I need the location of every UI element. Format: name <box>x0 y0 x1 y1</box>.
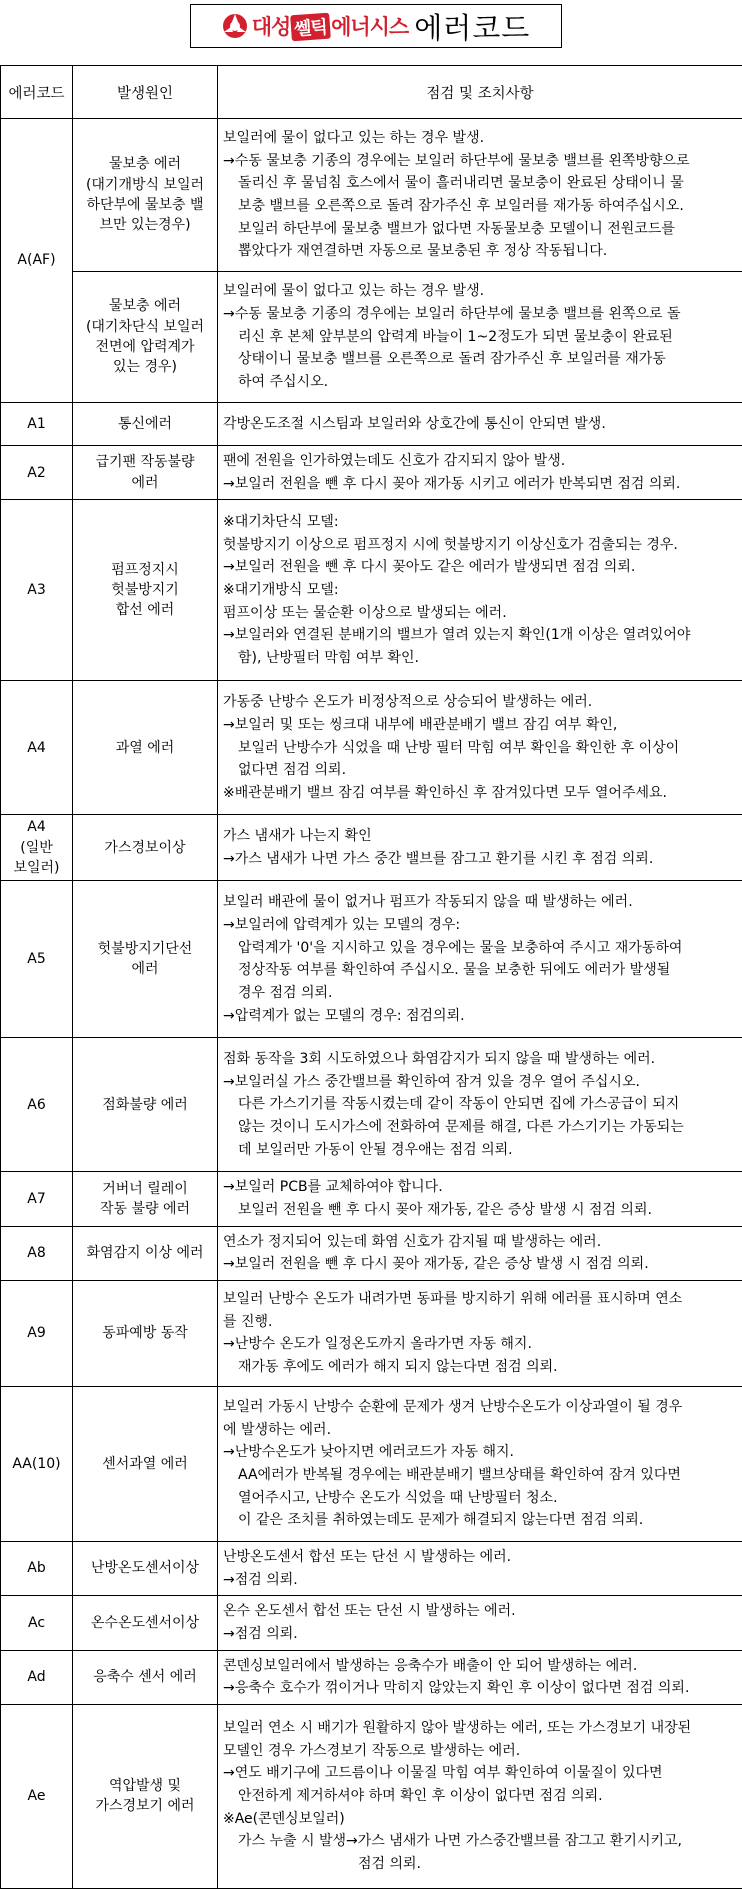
error-code-cell: A5 <box>1 881 73 1038</box>
column-header-code: 에러코드 <box>1 66 73 119</box>
action-text: 점검 의뢰. <box>223 1853 737 1876</box>
cause-cell <box>73 1704 218 1888</box>
action-cell <box>218 1704 742 1888</box>
action-text: 가스 냄새가 나는지 확인 <box>223 825 737 848</box>
action-text: 각방온도조절 시스팀과 보일러와 상호간에 통신이 안되면 발생. <box>223 413 737 436</box>
action-cell <box>218 1172 742 1226</box>
error-code-cell: A8 <box>1 1226 73 1280</box>
error-code-cell: A3 <box>1 500 73 681</box>
action-text: 콘덴싱보일러에서 발생하는 응축수가 배출이 안 되어 발생하는 에러. <box>223 1655 737 1678</box>
action-text: 정상작동 여부를 확인하여 주십시오. 물을 보충한 뒤에도 에러가 발생될 <box>223 959 737 982</box>
document-header <box>190 4 562 48</box>
action-text: 연소가 정지되어 있는데 화염 신호가 감지될 때 발생하는 에러. <box>223 1231 737 1254</box>
action-cell <box>218 403 742 446</box>
table-row <box>1 881 742 1038</box>
cause-text: 점화불량 에러 <box>79 1095 211 1115</box>
action-text: →보일러 전원을 뺀 후 다시 꽂아 재가동, 같은 증상 발생 시 점검 의뢰. <box>223 1253 737 1276</box>
cause-text: 응축수 센서 에러 <box>79 1667 211 1687</box>
action-cell <box>218 1596 742 1650</box>
error-code-cell: Ad <box>1 1650 73 1704</box>
cause-cell <box>73 1596 218 1650</box>
error-code-cell: A9 <box>1 1280 73 1386</box>
action-text: 보일러 난방수가 식었을 때 난방 필터 막힘 여부 확인을 확인한 후 이상이 <box>223 737 737 760</box>
error-code-cell: A6 <box>1 1038 73 1172</box>
cause-text: (대기개방식 보일러 <box>79 175 211 195</box>
cause-cell <box>73 1226 218 1280</box>
action-text: →가스 냄새가 나면 가스 중간 밸브를 잠그고 환기를 시킨 후 점검 의뢰. <box>223 848 737 871</box>
error-code-table <box>0 65 742 1889</box>
table-row <box>1 500 742 681</box>
cause-cell <box>73 1386 218 1541</box>
action-text: 열어주시고, 난방수 온도가 식었을 때 난방필터 청소. <box>223 1487 737 1510</box>
cause-cell <box>73 1280 218 1386</box>
action-text: 온수 온도센서 합선 또는 단선 시 발생하는 에러. <box>223 1600 737 1623</box>
action-text: →보일러 PCB를 교체하여야 합니다. <box>223 1176 737 1199</box>
cause-cell <box>73 272 218 403</box>
action-text: →압력계가 없는 모델의 경우: 점검의뢰. <box>223 1005 737 1028</box>
action-text: 점화 동작을 3회 시도하였으나 화염감지가 되지 않을 때 발생하는 에러. <box>223 1048 737 1071</box>
brand-badge: 쎌틱 <box>290 13 331 42</box>
action-text: 팬에 전원을 인가하였는데도 신호가 감지되지 않아 발생. <box>223 450 737 473</box>
action-text: 모델인 경우 가스경보기 작동으로 발생하는 에러. <box>223 1740 737 1763</box>
cause-cell <box>73 815 218 881</box>
action-text: 보일러 하단부에 물보충 밸브가 없다면 자동물보충 모델이니 전원코드를 <box>223 218 737 241</box>
cause-text: 센서과열 에러 <box>79 1454 211 1474</box>
table-row <box>1 1541 742 1595</box>
table-row <box>1 272 742 403</box>
cause-text: 급기팬 작동불량 <box>79 452 211 472</box>
action-text: 에 발생하는 에러. <box>223 1419 737 1442</box>
cause-text: 화염감지 이상 에러 <box>79 1243 211 1263</box>
action-text: 보일러에 물이 없다고 있는 하는 경우 발생. <box>223 127 737 150</box>
table-row <box>1 1038 742 1172</box>
action-cell <box>218 681 742 815</box>
cause-text: (대기차단식 보일러 <box>79 317 211 337</box>
action-text: →난방수 온도가 일정온도까지 올라가면 자동 해지. <box>223 1333 737 1356</box>
cause-text: 합선 에러 <box>79 600 211 620</box>
cause-cell <box>73 881 218 1038</box>
cause-text: 에러 <box>79 473 211 493</box>
table-row <box>1 1704 742 1888</box>
cause-text: 온수온도센서이상 <box>79 1613 211 1633</box>
action-text: 리신 후 본체 앞부분의 압력계 바늘이 1~2정도가 되면 물보충이 완료된 <box>223 326 737 349</box>
table-row <box>1 403 742 446</box>
action-text: 펌프이상 또는 물순환 이상으로 발생되는 에러. <box>223 602 737 625</box>
error-code-cell: A4 (일반 보일러) <box>1 815 73 881</box>
company-logo <box>222 11 409 41</box>
action-text: 를 진행. <box>223 1311 737 1334</box>
table-row <box>1 1386 742 1541</box>
table-row <box>1 815 742 881</box>
cause-text: 난방온도센서이상 <box>79 1558 211 1578</box>
error-code-cell: A4 <box>1 681 73 815</box>
action-cell <box>218 500 742 681</box>
action-cell <box>218 1280 742 1386</box>
action-text: 압력계가 '0'을 지시하고 있을 경우에는 물을 보충하여 주시고 재가동하여 <box>223 937 737 960</box>
action-text: 데 보일러만 가동이 안될 경우애는 점검 의뢰. <box>223 1139 737 1162</box>
column-header-cause: 발생원인 <box>73 66 218 119</box>
action-text: AA에러가 반복될 경우에는 배관분배기 밸브상태를 확인하여 잠겨 있다면 <box>223 1464 737 1487</box>
cause-cell <box>73 1541 218 1595</box>
action-text: →점검 의뢰. <box>223 1623 737 1646</box>
table-row <box>1 119 742 272</box>
cause-text: 헛불방지기 <box>79 580 211 600</box>
cause-text: 펌프정지시 <box>79 560 211 580</box>
action-cell <box>218 1541 742 1595</box>
action-text: ※Ae(콘덴싱보일러) <box>223 1808 737 1831</box>
cause-cell <box>73 1650 218 1704</box>
action-text: ※대기차단식 모델: <box>223 511 737 534</box>
action-text: 상태이니 물보충 밸브를 오른쪽으로 돌려 잠가주신 후 보일러를 재가동 <box>223 348 737 371</box>
error-code-cell: A7 <box>1 1172 73 1226</box>
table-row <box>1 1596 742 1650</box>
page-title: 에러코드 <box>414 6 530 47</box>
cause-text: 통신에러 <box>79 414 211 434</box>
action-text: →점검 의뢰. <box>223 1569 737 1592</box>
cause-cell <box>73 119 218 272</box>
error-code-cell: AA(10) <box>1 1386 73 1541</box>
action-text: 보일러 난방수 온도가 내려가면 동파를 방지하기 위해 에러를 표시하며 연소 <box>223 1288 737 1311</box>
cause-text: 물보충 에러 <box>79 296 211 316</box>
action-text: 가스 누출 시 발생→가스 냄새가 나면 가스중간밸브를 잠그고 환기시키고, <box>223 1830 737 1853</box>
table-header-row <box>1 66 742 119</box>
cause-text: 헛불방지기단선 <box>79 939 211 959</box>
action-text: ※대기개방식 모델: <box>223 579 737 602</box>
action-cell <box>218 272 742 403</box>
action-text: →보일러 및 또는 씽크대 내부에 배관분배기 밸브 잠김 여부 확인, <box>223 714 737 737</box>
action-text: 뽑았다가 재연결하면 자동으로 물보충된 후 정상 작동됩니다. <box>223 240 737 263</box>
error-code-cell: A1 <box>1 403 73 446</box>
error-code-cell: A(AF) <box>1 119 73 403</box>
action-text: 재가동 후에도 에러가 해지 되지 않는다면 점검 의뢰. <box>223 1356 737 1379</box>
action-text: 경우 점검 의뢰. <box>223 982 737 1005</box>
column-header-action: 점검 및 조치사항 <box>218 66 742 119</box>
cause-text: 전면에 압력계가 <box>79 337 211 357</box>
table-row <box>1 1650 742 1704</box>
brand-name: 대성 쎌틱 에너시스 <box>252 11 409 41</box>
action-text: →난방수온도가 낮아지면 에러코드가 자동 해지. <box>223 1441 737 1464</box>
cause-cell <box>73 1038 218 1172</box>
action-cell <box>218 1386 742 1541</box>
action-text: 헛불방지기 이상으로 펌프정지 시에 헛불방지기 이상신호가 검출되는 경우. <box>223 534 737 557</box>
action-text: 다른 가스기기를 작동시켰는데 같이 작동이 안되면 집에 가스공급이 되지 <box>223 1093 737 1116</box>
action-text: 안전하게 제거하셔야 하며 확인 후 이상이 없다면 점검 의뢰. <box>223 1785 737 1808</box>
action-text: 함), 난방필터 막힘 여부 확인. <box>223 647 737 670</box>
action-text: 없다면 점검 의뢰. <box>223 759 737 782</box>
logo-emblem-icon <box>222 13 248 39</box>
action-text: ※배관분배기 밸브 잠김 여부를 확인하신 후 잠겨있다면 모두 열어주세요. <box>223 782 737 805</box>
cause-text: 거버너 릴레이 <box>79 1179 211 1199</box>
action-text: →연도 배기구에 고드름이나 이물질 막힘 여부 확인하여 이물질이 있다면 <box>223 1762 737 1785</box>
action-text: →보일러 전원을 뺀 후 다시 꽂아도 같은 에러가 발생되면 점검 의뢰. <box>223 556 737 579</box>
cause-text: 물보충 에러 <box>79 154 211 174</box>
action-text: 보일러에 물이 없다고 있는 하는 경우 발생. <box>223 280 737 303</box>
cause-text: 가스경보이상 <box>79 838 211 858</box>
action-cell <box>218 1226 742 1280</box>
cause-cell <box>73 446 218 500</box>
action-cell <box>218 881 742 1038</box>
action-text: →보일러와 연결된 분배기의 밸브가 열려 있는지 확인(1개 이상은 열려있어야 <box>223 624 737 647</box>
error-code-cell: Ac <box>1 1596 73 1650</box>
error-code-cell: A2 <box>1 446 73 500</box>
error-code-cell: Ae <box>1 1704 73 1888</box>
cause-text: 있는 경우) <box>79 357 211 377</box>
action-text: →보일러 전원을 뺀 후 다시 꽂아 재가동 시키고 에러가 반복되면 점검 의뢰. <box>223 473 737 496</box>
action-text: 보일러 배관에 물이 없거나 펌프가 작동되지 않을 때 발생하는 에러. <box>223 891 737 914</box>
cause-text: 하단부에 물보충 밸 <box>79 195 211 215</box>
error-code-cell: Ab <box>1 1541 73 1595</box>
action-text: 하여 주십시오. <box>223 371 737 394</box>
cause-cell <box>73 500 218 681</box>
table-row <box>1 1172 742 1226</box>
action-text: 가동중 난방수 온도가 비정상적으로 상승되어 발생하는 에러. <box>223 691 737 714</box>
action-text: →수동 물보충 기종의 경우에는 보일러 하단부에 물보충 밸브를 왼쪽방향으로 <box>223 150 737 173</box>
action-text: 보충 밸브를 오른쪽으로 돌려 잠가주신 후 보일러를 재가동 하여주십시오. <box>223 195 737 218</box>
action-text: 보일러 전원을 뺀 후 다시 꽂아 재가동, 같은 증상 발생 시 점검 의뢰. <box>223 1199 737 1222</box>
action-cell <box>218 446 742 500</box>
action-text: →수동 물보충 기종의 경우에는 보일러 하단부에 물보충 밸브를 왼쪽으로 돌 <box>223 303 737 326</box>
action-text: →보일러실 가스 중간밸브를 확인하여 잠겨 있을 경우 열어 주십시오. <box>223 1071 737 1094</box>
action-cell <box>218 815 742 881</box>
action-text: 보일러 연소 시 배기가 원활하지 않아 발생하는 에러, 또는 가스경보기 내장된 <box>223 1717 737 1740</box>
action-text: 이 같은 조치를 취하였는데도 문제가 해결되지 않는다면 점검 의뢰. <box>223 1509 737 1532</box>
table-row <box>1 681 742 815</box>
action-text: →응축수 호수가 꺾이거나 막히지 않았는지 확인 후 이상이 없다면 점검 의뢰. <box>223 1677 737 1700</box>
action-text: 않는 것이니 도시가스에 전화하여 문제를 해결, 다른 가스기기는 가동되는 <box>223 1116 737 1139</box>
cause-text: 작동 불량 에러 <box>79 1199 211 1219</box>
table-row <box>1 446 742 500</box>
cause-text: 동파예방 동작 <box>79 1323 211 1343</box>
cause-text: 에러 <box>79 959 211 979</box>
action-text: 돌리신 후 물넘침 호스에서 물이 흘러내리면 물보충이 완료된 상태이니 물 <box>223 172 737 195</box>
cause-cell <box>73 681 218 815</box>
action-text: 난방온도센서 합선 또는 단선 시 발생하는 에러. <box>223 1546 737 1569</box>
action-cell <box>218 119 742 272</box>
cause-text: 가스경보기 에러 <box>79 1796 211 1816</box>
action-cell <box>218 1650 742 1704</box>
action-cell <box>218 1038 742 1172</box>
cause-cell <box>73 403 218 446</box>
table-row <box>1 1226 742 1280</box>
action-text: 보일러 가동시 난방수 순환에 문제가 생겨 난방수온도가 이상과열이 될 경우 <box>223 1396 737 1419</box>
table-row <box>1 1280 742 1386</box>
cause-text: 역압발생 및 <box>79 1776 211 1796</box>
cause-text: 과열 에러 <box>79 738 211 758</box>
cause-text: 브만 있는경우) <box>79 215 211 235</box>
action-text: →보일러에 압력계가 있는 모델의 경우: <box>223 914 737 937</box>
cause-cell <box>73 1172 218 1226</box>
